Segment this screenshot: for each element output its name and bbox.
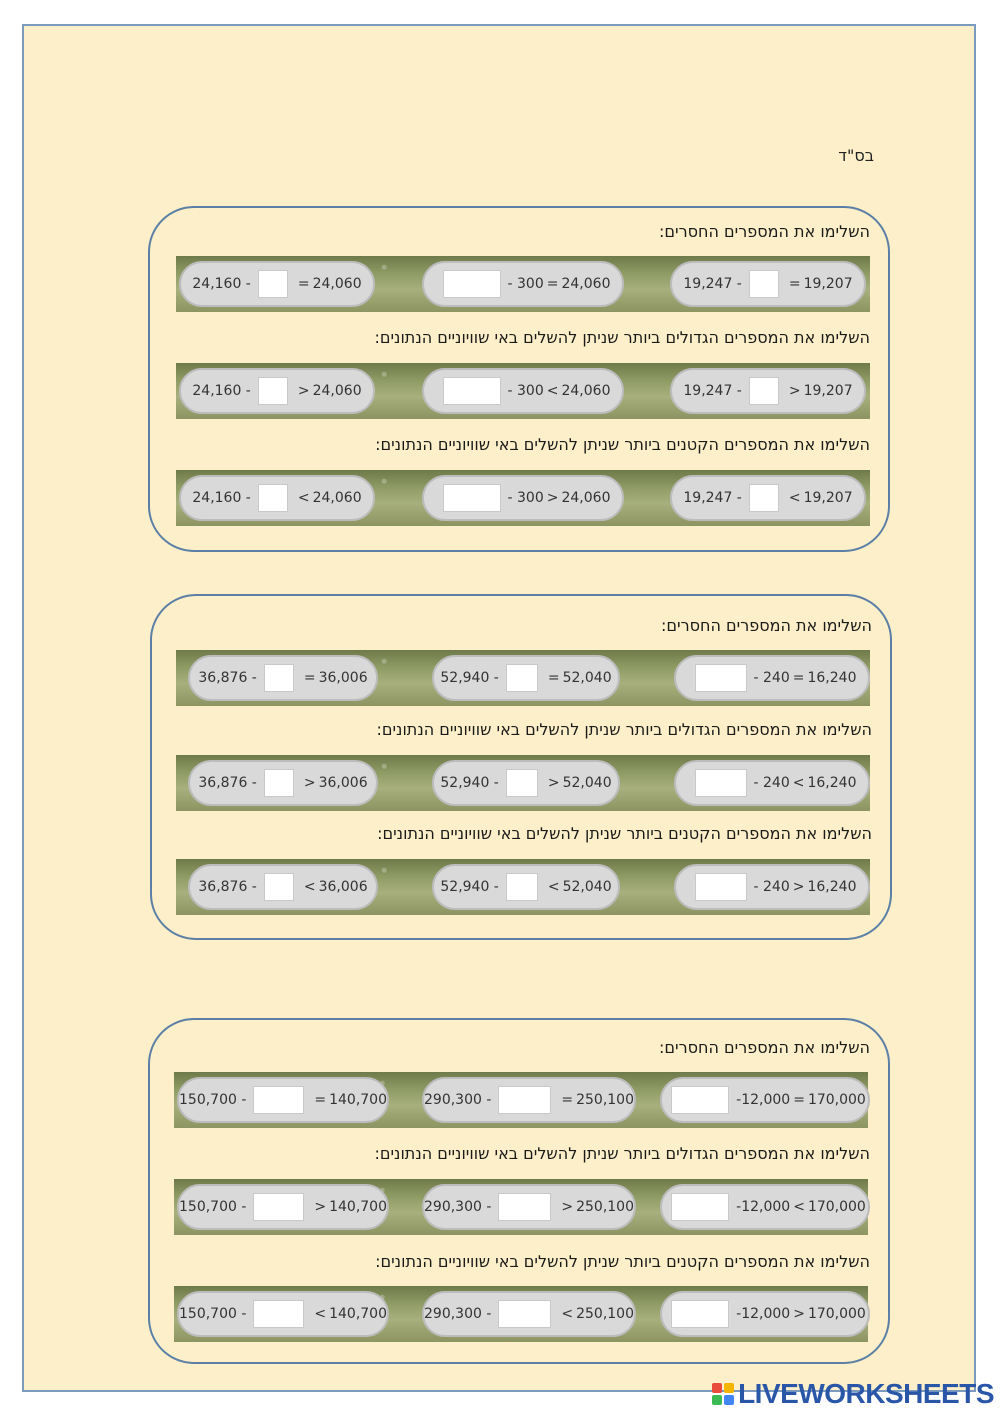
operand: 24,160 -	[192, 383, 251, 399]
answer-box[interactable]	[749, 270, 779, 298]
operand: 52,940 -	[440, 879, 499, 895]
answer-box[interactable]	[258, 377, 288, 405]
answer-box[interactable]	[749, 377, 779, 405]
answer-box[interactable]	[695, 873, 747, 901]
operand: 24,160 -	[192, 276, 251, 292]
result: 250,100	[576, 1092, 634, 1108]
operand: 52,940 -	[440, 775, 499, 791]
exercise-row	[176, 650, 870, 706]
result: 140,700	[329, 1306, 387, 1322]
relation-symbol: <	[547, 879, 560, 895]
operand: 36,876 -	[198, 775, 257, 791]
operand: 150,700 -	[179, 1199, 247, 1215]
equation-pill	[432, 760, 620, 806]
relation-symbol: =	[561, 1092, 574, 1108]
operand: 52,940 -	[440, 670, 499, 686]
result: 170,000	[807, 1306, 866, 1322]
relation-symbol: >	[297, 383, 310, 399]
relation-symbol: =	[546, 276, 559, 292]
answer-box[interactable]	[264, 873, 294, 901]
result: 36,006	[318, 670, 368, 686]
answer-box[interactable]	[264, 769, 294, 797]
equation-pill	[179, 475, 375, 521]
result: 52,040	[562, 879, 612, 895]
result: 16,240	[807, 879, 857, 895]
answer-box[interactable]	[498, 1086, 551, 1114]
relation-symbol: >	[303, 775, 316, 791]
equation-pill	[432, 864, 620, 910]
answer-box[interactable]	[264, 664, 294, 692]
equation-pill	[188, 864, 378, 910]
result: 24,060	[312, 490, 362, 506]
instruction-missing: השלימו את המספרים החסרים:	[659, 1038, 870, 1057]
instruction-smallest: השלימו את המספרים הקטנים ביותר שניתן להשלים באי שוויוניים הנתונים:	[375, 1252, 870, 1271]
equation-pill	[422, 1184, 636, 1230]
operand: - 300	[507, 276, 544, 292]
answer-box[interactable]	[443, 377, 501, 405]
equation-pill	[674, 864, 870, 910]
equation-pill	[432, 655, 620, 701]
exercise-row	[176, 755, 870, 811]
operand: 290,300 -	[424, 1306, 492, 1322]
answer-box[interactable]	[258, 270, 288, 298]
result: 52,040	[562, 670, 612, 686]
instruction-missing: השלימו את המספרים החסרים:	[661, 616, 872, 635]
exercise-row	[176, 859, 870, 915]
answer-box[interactable]	[671, 1086, 729, 1114]
equation-pill	[179, 261, 375, 307]
equation-pill	[660, 1291, 870, 1337]
answer-box[interactable]	[258, 484, 288, 512]
exercise-section-2	[150, 594, 892, 940]
equation-pill	[188, 760, 378, 806]
relation-symbol: >	[314, 1199, 327, 1215]
relation-symbol: >	[561, 1199, 574, 1215]
relation-symbol: <	[792, 775, 805, 791]
result: 250,100	[576, 1199, 634, 1215]
answer-box[interactable]	[506, 664, 538, 692]
equation-pill	[177, 1077, 389, 1123]
exercise-row	[174, 1179, 868, 1235]
operand: 19,247 -	[683, 490, 742, 506]
answer-box[interactable]	[749, 484, 779, 512]
bsd-header: בס"ד	[838, 146, 874, 165]
operand: - 240	[753, 879, 790, 895]
equation-pill	[422, 1291, 636, 1337]
operand: 290,300 -	[424, 1199, 492, 1215]
answer-box[interactable]	[443, 270, 501, 298]
result: 24,060	[561, 383, 611, 399]
result: 19,207	[803, 276, 853, 292]
instruction-largest: השלימו את המספרים הגדולים ביותר שניתן להשלים באי שוויוניים הנתונים:	[374, 1144, 870, 1163]
answer-box[interactable]	[498, 1300, 551, 1328]
result: 16,240	[807, 775, 857, 791]
result: 24,060	[312, 383, 362, 399]
relation-symbol: =	[788, 276, 801, 292]
operand: -12,000	[736, 1092, 791, 1108]
logo-mark-icon	[712, 1383, 734, 1405]
relation-symbol: >	[547, 775, 560, 791]
equation-pill	[179, 368, 375, 414]
operand: 19,247 -	[683, 276, 742, 292]
equation-pill	[422, 368, 624, 414]
relation-symbol: <	[793, 1199, 805, 1215]
relation-symbol: >	[792, 879, 805, 895]
liveworksheets-logo[interactable]	[712, 1379, 994, 1409]
relation-symbol: <	[303, 879, 316, 895]
relation-symbol: <	[546, 383, 559, 399]
exercise-row	[174, 1286, 868, 1342]
relation-symbol: <	[314, 1306, 327, 1322]
operand: 150,700 -	[179, 1306, 247, 1322]
operand: - 300	[507, 383, 544, 399]
equation-pill	[670, 368, 866, 414]
result: 170,000	[807, 1092, 866, 1108]
equation-pill	[674, 760, 870, 806]
instruction-largest: השלימו את המספרים הגדולים ביותר שניתן להשלים באי שוויוניים הנתונים:	[374, 328, 870, 347]
result: 52,040	[562, 775, 612, 791]
operand: 24,160 -	[192, 490, 251, 506]
operand: 150,700 -	[179, 1092, 247, 1108]
relation-symbol: >	[546, 490, 559, 506]
instruction-missing: השלימו את המספרים החסרים:	[659, 222, 870, 241]
result: 36,006	[318, 775, 368, 791]
relation-symbol: =	[303, 670, 316, 686]
equation-pill	[670, 261, 866, 307]
result: 36,006	[318, 879, 368, 895]
answer-box[interactable]	[671, 1193, 729, 1221]
operand: 36,876 -	[198, 879, 257, 895]
result: 19,207	[803, 490, 853, 506]
relation-symbol: =	[297, 276, 310, 292]
operand: 19,247 -	[683, 383, 742, 399]
result: 170,000	[807, 1199, 866, 1215]
answer-box[interactable]	[253, 1086, 304, 1114]
exercise-section-1	[148, 206, 890, 552]
exercise-row	[174, 1072, 868, 1128]
result: 16,240	[807, 670, 857, 686]
operand: -12,000	[736, 1199, 791, 1215]
answer-box[interactable]	[671, 1300, 729, 1328]
exercise-row	[176, 363, 870, 419]
result: 24,060	[561, 276, 611, 292]
equation-pill	[674, 655, 870, 701]
result: 24,060	[312, 276, 362, 292]
relation-symbol: =	[547, 670, 560, 686]
operand: -12,000	[736, 1306, 791, 1322]
answer-box[interactable]	[506, 873, 538, 901]
relation-symbol: =	[792, 670, 805, 686]
equation-pill	[660, 1184, 870, 1230]
operand: - 240	[753, 775, 790, 791]
operand: 290,300 -	[424, 1092, 492, 1108]
worksheet-page	[22, 24, 976, 1392]
answer-box[interactable]	[695, 769, 747, 797]
equation-pill	[422, 1077, 636, 1123]
brand-name: LIVEWORKSHEETS	[738, 1378, 994, 1409]
result: 250,100	[576, 1306, 634, 1322]
answer-box[interactable]	[253, 1193, 304, 1221]
equation-pill	[660, 1077, 870, 1123]
instruction-largest: השלימו את המספרים הגדולים ביותר שניתן להשלים באי שוויוניים הנתונים:	[376, 720, 872, 739]
instruction-smallest: השלימו את המספרים הקטנים ביותר שניתן להשלים באי שוויוניים הנתונים:	[377, 824, 872, 843]
equation-pill	[188, 655, 378, 701]
equation-pill	[422, 261, 624, 307]
operand: - 300	[507, 490, 544, 506]
relation-symbol: <	[297, 490, 310, 506]
result: 140,700	[329, 1199, 387, 1215]
relation-symbol: =	[793, 1092, 805, 1108]
answer-box[interactable]	[506, 769, 538, 797]
exercise-row	[176, 256, 870, 312]
operand: - 240	[753, 670, 790, 686]
result: 19,207	[803, 383, 853, 399]
operand: 36,876 -	[198, 670, 257, 686]
answer-box[interactable]	[498, 1193, 551, 1221]
answer-box[interactable]	[253, 1300, 304, 1328]
equation-pill	[177, 1291, 389, 1337]
relation-symbol: >	[793, 1306, 805, 1322]
equation-pill	[422, 475, 624, 521]
exercise-row	[176, 470, 870, 526]
relation-symbol: =	[314, 1092, 327, 1108]
result: 140,700	[329, 1092, 387, 1108]
relation-symbol: <	[561, 1306, 574, 1322]
equation-pill	[670, 475, 866, 521]
relation-symbol: >	[788, 383, 801, 399]
answer-box[interactable]	[443, 484, 501, 512]
result: 24,060	[561, 490, 611, 506]
equation-pill	[177, 1184, 389, 1230]
exercise-section-3	[148, 1018, 890, 1364]
instruction-smallest: השלימו את המספרים הקטנים ביותר שניתן להשלים באי שוויוניים הנתונים:	[375, 435, 870, 454]
relation-symbol: <	[788, 490, 801, 506]
answer-box[interactable]	[695, 664, 747, 692]
